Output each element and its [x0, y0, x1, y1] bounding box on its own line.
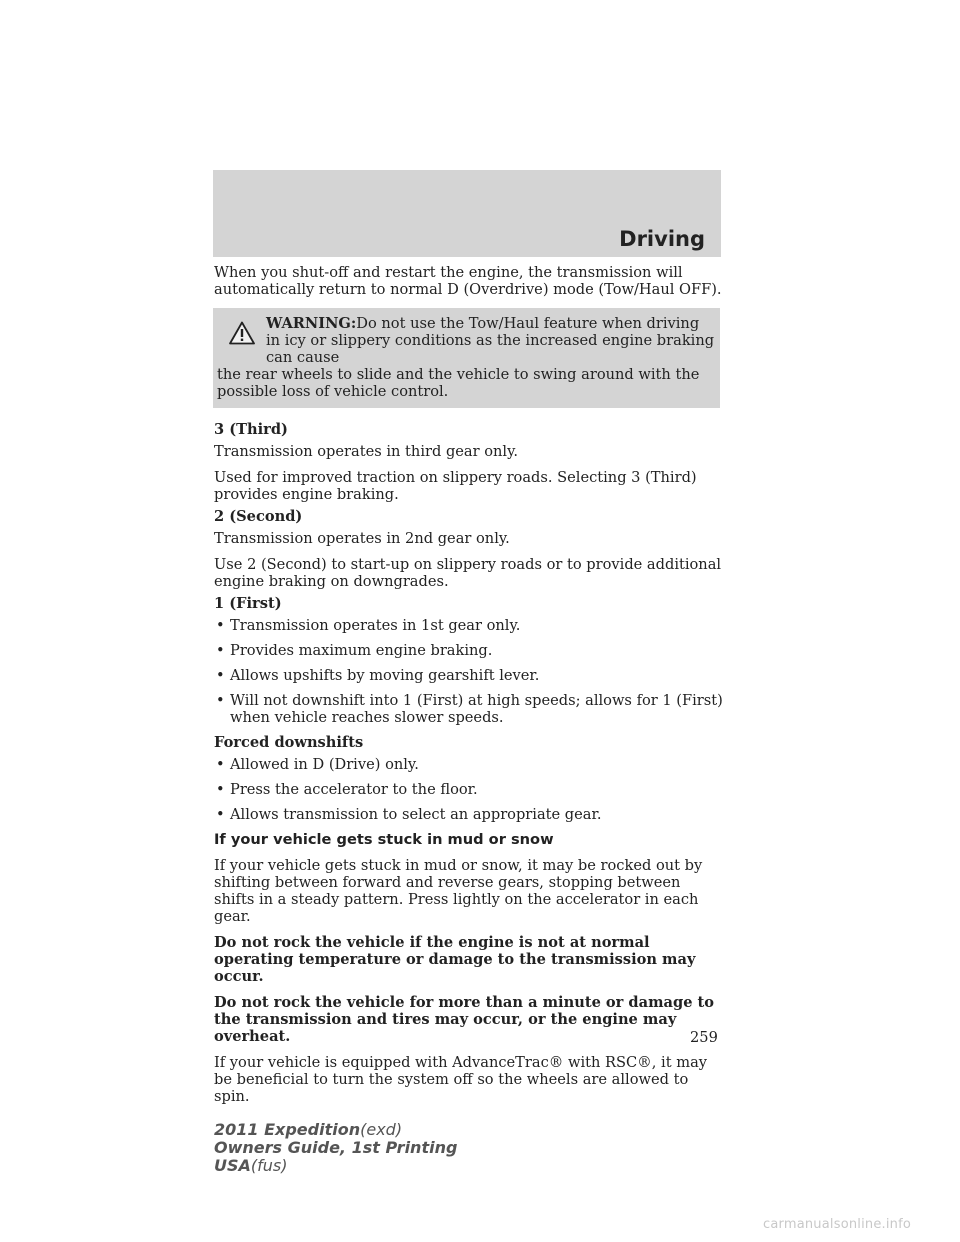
heading-second: 2 (Second): [214, 508, 303, 525]
third-paragraph-1: Transmission operates in third gear only.: [214, 443, 519, 460]
warning-triangle-icon: [229, 321, 255, 345]
list-item: • Will not downshift into 1 (First) at high speeds; allows for 1 (First) when vehicle reaches slower speeds.: [216, 692, 723, 726]
warning-text-first: Do not use the Tow/Haul feature when driving in icy or slippery conditions as the increased engine braking can cause: [266, 315, 715, 366]
third-paragraph-2: Used for improved traction on slippery roads. Selecting 3 (Third) provides engine braking.: [214, 469, 697, 503]
watermark-text: carmanualsonline.info: [763, 1217, 912, 1232]
bullet-glyph: •: [216, 756, 225, 773]
heading-first: 1 (First): [214, 595, 282, 612]
stuck-paragraph-1: If your vehicle gets stuck in mud or snow, it may be rocked out by shifting between forward and reverse gears, stopping between shifts in a steady pattern. Press lightly on the accelerator in each gear.: [214, 857, 703, 925]
section-header-band: [213, 170, 721, 257]
list-item: • Provides maximum engine braking.: [216, 642, 493, 659]
page-number: 259: [690, 1029, 718, 1046]
intro-paragraph: When you shut-off and restart the engine, the transmission will automatically return to normal D (Overdrive) mode (Tow/Haul OFF).: [214, 264, 722, 298]
bullet-glyph: •: [216, 667, 225, 684]
second-paragraph-2: Use 2 (Second) to start-up on slippery roads or to provide additional engine braking on downgrades.: [214, 556, 722, 590]
warning-text-rest: the rear wheels to slide and the vehicle to swing around with the possible loss of vehicle control.: [217, 366, 700, 400]
bullet-glyph: •: [216, 781, 225, 798]
footer-line-1: 2011 Expedition(exd): [214, 1120, 403, 1139]
bullet-glyph: •: [216, 806, 225, 823]
footer-line-3: USA(fus): [214, 1156, 288, 1175]
warning-box: [213, 308, 720, 408]
warning-first-lines: [217, 315, 716, 366]
list-item: • Allows upshifts by moving gearshift lever.: [216, 667, 540, 684]
list-item: • Allows transmission to select an appropriate gear.: [216, 806, 602, 823]
first-bullet-list: [214, 617, 724, 726]
stuck-bold-caution-1: Do not rock the vehicle if the engine is not at normal operating temperature or damage to the transmission may occur.: [214, 934, 696, 985]
heading-forced-downshifts: Forced downshifts: [214, 734, 364, 751]
list-item: • Press the accelerator to the floor.: [216, 781, 478, 798]
page-content: [214, 264, 724, 1114]
list-item: • Allowed in D (Drive) only.: [216, 756, 419, 773]
bullet-glyph: •: [216, 692, 225, 709]
stuck-bold-caution-2: Do not rock the vehicle for more than a minute or damage to the transmission and tires may occur, or the engine may overheat.: [214, 994, 715, 1045]
forced-bullet-list: [214, 756, 724, 823]
footer-line-2: Owners Guide, 1st Printing: [214, 1138, 458, 1157]
stuck-paragraph-2: If your vehicle is equipped with AdvanceTrac® with RSC®, it may be beneficial to turn the system off so the wheels are allowed to spin.: [214, 1054, 708, 1105]
second-paragraph-1: Transmission operates in 2nd gear only.: [214, 530, 510, 547]
bullet-glyph: •: [216, 642, 225, 659]
heading-stuck-in-mud: If your vehicle gets stuck in mud or snow: [214, 831, 554, 848]
heading-third: 3 (Third): [214, 421, 288, 438]
warning-label: WARNING:: [266, 315, 357, 332]
list-item: • Transmission operates in 1st gear only.: [216, 617, 521, 634]
bullet-glyph: •: [216, 617, 225, 634]
section-title: Driving: [619, 227, 705, 251]
print-footer: [214, 1121, 457, 1175]
